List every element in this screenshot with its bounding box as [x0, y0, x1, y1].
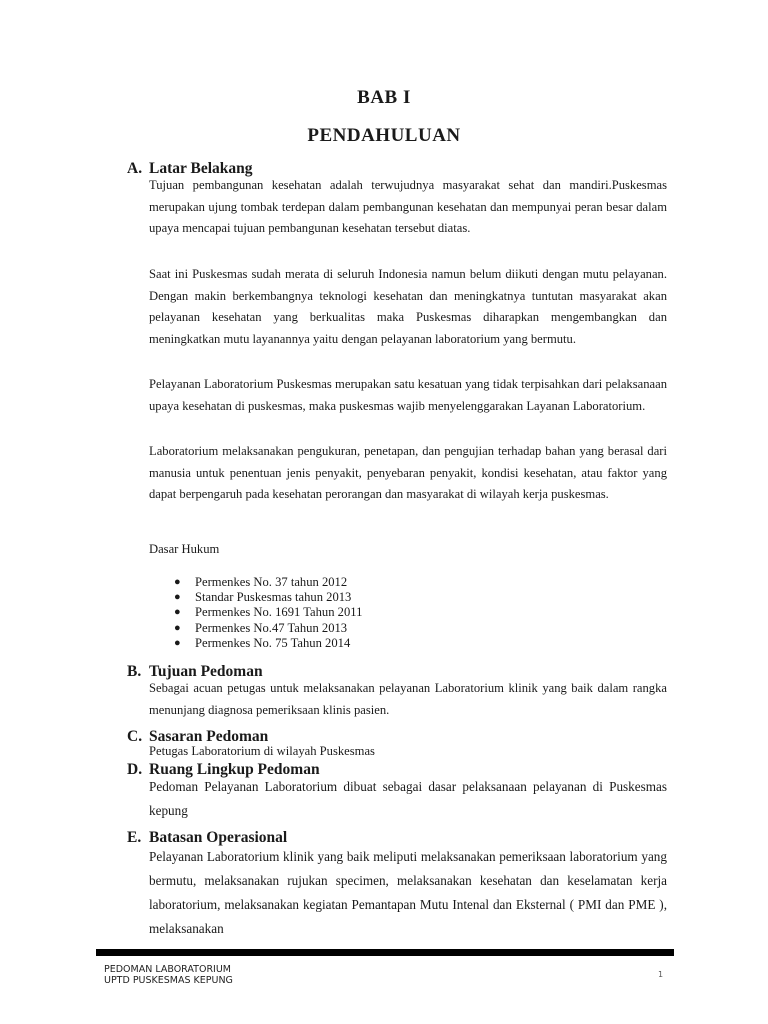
section-a-paragraph-3: Pelayanan Laboratorium Puskesmas merupakan satu kesatuan yang tidak terpisahkan dari pelaksanaan upaya kesehatan di puskesmas, maka puskesmas wajib menyelenggarakan Layanan Laboratorium.	[149, 377, 667, 413]
chapter-label: BAB I	[357, 87, 411, 108]
page-number: 1	[658, 970, 664, 979]
footer	[104, 964, 233, 986]
dasar-hukum-list	[174, 575, 362, 651]
section-d-letter: D.	[127, 761, 143, 778]
bullet-icon: ●	[174, 621, 181, 634]
section-d-title: Ruang Lingkup Pedoman	[149, 761, 320, 778]
section-c-title: Sasaran Pedoman	[149, 728, 269, 745]
section-e-text: Pelayanan Laboratorium klinik yang baik meliputi melaksanakan pemeriksaan laboratorium yang bermutu, melaksanakan rujukan specimen, melaksanakan kesehatan dan keselamatan kerja laboratorium, melaksanakan kegiatan Pemantapan Mutu Intenal dan Eksternal ( PMI dan PME ), melaksanakan	[149, 849, 667, 936]
section-c-letter: C.	[127, 728, 143, 745]
section-a-letter: A.	[127, 160, 143, 177]
list-item: ● Standar Puskesmas tahun 2013	[174, 590, 352, 605]
section-b-text: Sebagai acuan petugas untuk melaksanakan pelayanan Laboratorium klinik yang baik dalam rangka menunjang diagnosa pemeriksaan klinis pasien.	[149, 681, 667, 717]
section-b-letter: B.	[127, 663, 142, 680]
section-a-paragraph-1: Tujuan pembangunan kesehatan adalah terwujudnya masyarakat sehat dan mandiri.Puskesmas merupakan ujung tombak terdepan dalam pembangunan kesehatan dan mempunyai peran besar dalam upaya mencapai tujuan pembangunan kesehatan tersebut diatas.	[149, 178, 667, 235]
list-item: ● Permenkes No.47 Tahun 2013	[174, 620, 348, 635]
section-c-text: Petugas Laboratorium di wilayah Puskesmas	[149, 744, 375, 758]
bullet-icon: ●	[174, 576, 181, 588]
section-b-title: Tujuan Pedoman	[149, 663, 263, 680]
section-a-paragraph-2: Saat ini Puskesmas sudah merata di seluruh Indonesia namun belum diikuti dengan mutu pelayanan. Dengan makin berkembangnya teknologi kesehatan dan meningkatnya tuntutan masyarakat akan pelayanan kesehatan yang berkualitas maka Puskesmas diharapkan mengembangkan dan meningkatkan mutu layanannya yaitu dengan pelayanan laboratorium yang bermutu.	[149, 267, 667, 346]
bullet-icon: ●	[174, 591, 181, 604]
page-title: PENDAHULUAN	[307, 125, 461, 146]
bullet-icon: ●	[174, 636, 181, 649]
section-d-text: Pedoman Pelayanan Laboratorium dibuat sebagai dasar pelaksanaan pelayanan di Puskesmas kepung	[149, 779, 667, 818]
list-item: ● Permenkes No. 1691 Tahun 2011	[174, 605, 363, 620]
footer-line-1: PEDOMAN LABORATORIUM	[104, 964, 231, 975]
bullet-icon: ●	[174, 606, 181, 619]
section-e-title: Batasan Operasional	[149, 829, 288, 846]
section-a-paragraph-4: Laboratorium melaksanakan pengukuran, penetapan, dan pengujian terhadap bahan yang berasal dari manusia untuk penentuan jenis penyakit, penyebaran penyakit, kondisi kesehatan, atau faktor yang dapat berpengaruh pada kesehatan perorangan dan masyarakat di wilayah kerja puskesmas.	[149, 444, 667, 501]
dasar-hukum-label: Dasar Hukum	[149, 542, 220, 556]
footer-divider	[96, 949, 674, 956]
section-e-letter: E.	[127, 829, 142, 846]
list-item: ● Permenkes No. 37 tahun 2012	[174, 575, 348, 589]
footer-line-2: UPTD PUSKESMAS KEPUNG	[104, 975, 233, 986]
section-a-title: Latar Belakang	[149, 160, 253, 177]
list-item: ● Permenkes No. 75 Tahun 2014	[174, 635, 351, 650]
